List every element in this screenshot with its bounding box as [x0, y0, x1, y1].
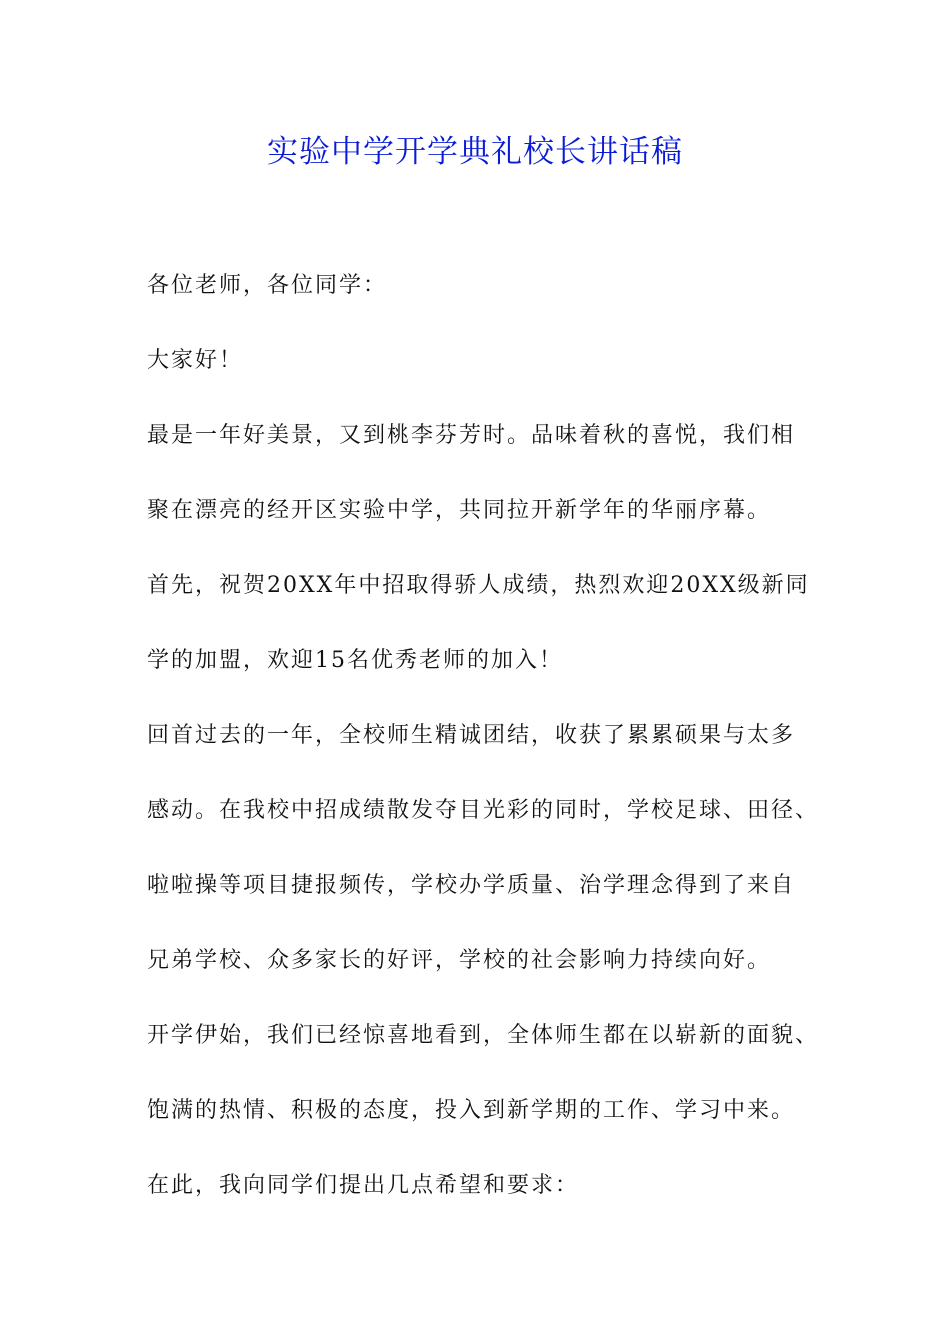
document-body: [147, 266, 837, 1241]
text-line: 最是一年好美景，又到桃李芬芳时。品味着秋的喜悦，我们相: [147, 423, 796, 448]
text-line-greeting: 各位老师，各位同学：: [147, 273, 388, 298]
text-line: 回首过去的一年，全校师生精诚团结，收获了累累硕果与太多: [147, 723, 796, 748]
document-title: 实验中学开学典礼校长讲话稿: [267, 134, 683, 170]
text-line: 感动。在我校中招成绩散发夺目光彩的同时，学校足球、田径、: [147, 798, 820, 823]
text-line: 饱满的热情、积极的态度，投入到新学期的工作、学习中来。: [147, 1098, 796, 1123]
text-line: 学的加盟，欢迎15名优秀老师的加入！: [147, 648, 563, 673]
text-line: 兄弟学校、众多家长的好评，学校的社会影响力持续向好。: [147, 948, 772, 973]
text-line: 首先，祝贺20XX年中招取得骄人成绩，热烈欢迎20XX级新同: [147, 573, 810, 598]
text-line: 开学伊始，我们已经惊喜地看到，全体师生都在以崭新的面貌、: [147, 1023, 820, 1048]
text-line: 在此，我向同学们提出几点希望和要求：: [147, 1173, 580, 1198]
text-line: 啦啦操等项目捷报频传，学校办学质量、治学理念得到了来自: [147, 873, 796, 898]
text-line-hello: 大家好！: [147, 348, 244, 373]
text-line: 聚在漂亮的经开区实验中学，共同拉开新学年的华丽序幕。: [147, 498, 772, 523]
